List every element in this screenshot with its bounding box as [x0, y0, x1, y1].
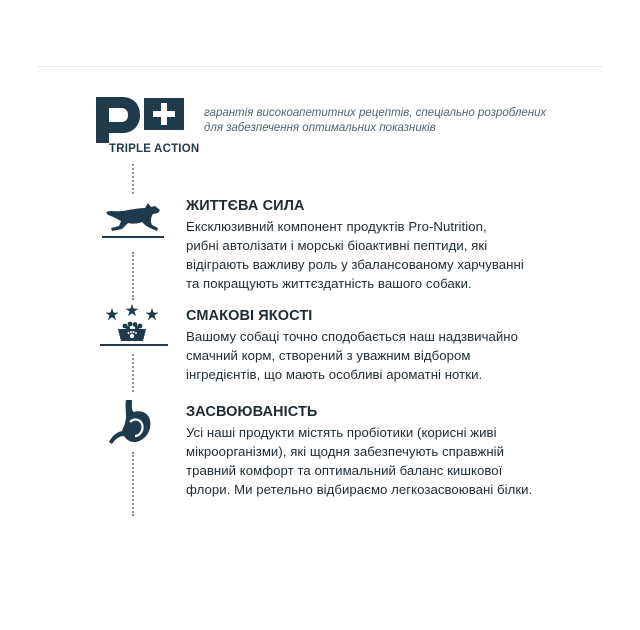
text-line: Вашому собаці точно сподобається наш надзвичайно: [186, 329, 519, 344]
text-line: відіграють важливу роль у збалансованому харчуванні: [186, 257, 524, 272]
section-text: [186, 217, 606, 293]
triple-action-logo: [96, 97, 200, 159]
section-vitality: [186, 197, 606, 293]
tagline-line: гарантія високоапетитних рецептів, спеціально розроблених: [204, 107, 547, 119]
tagline-line: для забезпечення оптимальних показників: [204, 122, 436, 134]
running-dog-icon: [100, 198, 168, 242]
section-title: СМАКОВІ ЯКОСТІ: [186, 308, 313, 324]
dotted-connector: [132, 452, 135, 516]
section-digestibility: [186, 403, 606, 499]
logo-caption: TRIPLE ACTION: [109, 143, 200, 155]
text-line: Усі наші продукти містять пробіотики (корисні живі: [186, 425, 497, 440]
section-text: [186, 327, 606, 384]
text-line: рибні автолізати і морські біоактивні пептиди, які: [186, 238, 488, 253]
text-line: та покращують життєздатність вашого собаки.: [186, 276, 472, 291]
section-title: ЗАСВОЮВАНІСТЬ: [186, 404, 318, 420]
section-title: ЖИТТЄВА СИЛА: [186, 198, 305, 214]
section-taste: [186, 307, 606, 384]
p-plus-logo-mark: [96, 97, 190, 143]
text-line: травний комфорт та оптимальний баланс кишкової: [186, 463, 503, 478]
dotted-connector: [132, 354, 135, 392]
tagline: [204, 106, 564, 136]
stomach-icon: [108, 398, 160, 448]
text-line: мікроорганізми), які щодня забезпечують справжній: [186, 444, 505, 459]
top-divider: [38, 66, 602, 67]
text-line: інгредієнтів, що мають особливі ароматні нотки.: [186, 367, 483, 382]
text-line: Ексклюзивний компонент продуктів Pro-Nutrition,: [186, 219, 487, 234]
text-line: флори. Ми ретельно відбираємо легкозасвоювані білки.: [186, 482, 533, 497]
dotted-connector: [132, 164, 135, 194]
section-text: [186, 423, 606, 499]
text-line: смачний корм, створений з уважним відбором: [186, 348, 471, 363]
stars-food-bowl-icon: [98, 304, 170, 350]
dotted-connector: [132, 252, 135, 300]
